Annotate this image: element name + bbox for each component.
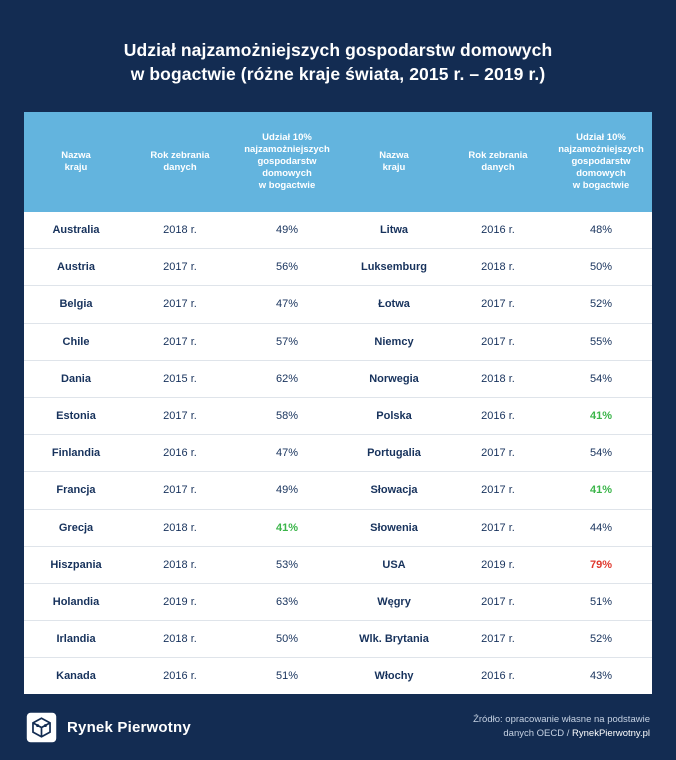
column-header-share-right: Udział 10% najzamożniejszych gospodarstw domowych w bogactwie <box>550 112 652 212</box>
cell-share-left: 47% <box>232 286 342 323</box>
cell-year-right: 2016 r. <box>481 670 515 683</box>
cell-year-right: 2017 r. <box>446 621 550 658</box>
cell-share-right: 54% <box>550 360 652 397</box>
table-row <box>24 435 652 472</box>
cell-country-left: Chile <box>24 323 128 360</box>
page-title <box>24 0 652 112</box>
cell-country-right: Wlk. Brytania <box>342 621 446 658</box>
cell-country-right: Polska <box>342 397 446 434</box>
cell-country-right: Luksemburg <box>342 249 446 286</box>
source-line-1: Źródło: opracowanie własne na podstawie <box>473 714 650 726</box>
table-body <box>24 212 652 694</box>
column-header-year-right: Rok zebrania danych <box>446 112 550 212</box>
cell-share-left: 53% <box>232 546 342 583</box>
cell-share-right: 79% <box>550 546 652 583</box>
cell-country-right: Portugalia <box>342 435 446 472</box>
table-row <box>24 212 652 249</box>
column-header-country-left: Nazwa kraju <box>24 112 128 212</box>
cell-share-left: 58% <box>232 397 342 434</box>
table-row <box>24 360 652 397</box>
brand-logo-group <box>26 712 191 743</box>
cell-country-left: Hiszpania <box>24 546 128 583</box>
cell-year-right: 2017 r. <box>446 435 550 472</box>
cell-year-right: 2018 r. <box>446 249 550 286</box>
cell-country-left: Irlandia <box>24 621 128 658</box>
wealth-share-table <box>24 112 652 694</box>
table-row <box>24 546 652 583</box>
cell-country-left: Grecja <box>24 509 128 546</box>
cell-year-left: 2017 r. <box>128 323 232 360</box>
cell-share-right: 52% <box>550 286 652 323</box>
table-header-row <box>24 112 652 212</box>
source-note <box>473 713 650 741</box>
cell-country-right: Norwegia <box>342 360 446 397</box>
cell-year-right: 2016 r. <box>446 212 550 249</box>
cell-year-left: 2017 r. <box>128 249 232 286</box>
cube-logo-icon <box>26 712 57 743</box>
cell-country-right: Słowenia <box>342 509 446 546</box>
cell-country-right: Litwa <box>342 212 446 249</box>
column-header-country-right: Nazwa kraju <box>342 112 446 212</box>
cell-year-right: 2017 r. <box>446 286 550 323</box>
cell-share-right: 44% <box>550 509 652 546</box>
title-line-2: w bogactwie (różne kraje świata, 2015 r. – 2019 r.) <box>130 64 546 84</box>
table-row <box>24 583 652 620</box>
column-header-share-left: Udział 10% najzamożniejszych gospodarstw domowych w bogactwie <box>232 112 342 212</box>
cell-year-left: 2018 r. <box>128 546 232 583</box>
cell-year-left: 2015 r. <box>128 360 232 397</box>
footer <box>24 694 652 760</box>
cell-country-left: Austria <box>24 249 128 286</box>
cell-year-left: 2018 r. <box>128 509 232 546</box>
cell-year-left: 2019 r. <box>128 583 232 620</box>
cell-share-left: 56% <box>232 249 342 286</box>
cell-year-left: 2016 r. <box>128 435 232 472</box>
cell-share-left: 57% <box>232 323 342 360</box>
cell-share-right: 52% <box>550 621 652 658</box>
cell-year-left: 2017 r. <box>128 472 232 509</box>
cell-country-left: Dania <box>24 360 128 397</box>
cell-year-left: 2018 r. <box>128 621 232 658</box>
cell-country-left: Holandia <box>24 583 128 620</box>
cell-year-right: 2017 r. <box>446 583 550 620</box>
cell-share-left: 63% <box>232 583 342 620</box>
cell-year-right: 2017 r. <box>446 323 550 360</box>
cell-share-left: 62% <box>232 360 342 397</box>
cell-year-left: 2018 r. <box>128 212 232 249</box>
table-row <box>24 323 652 360</box>
cell-country-left: Australia <box>24 212 128 249</box>
cell-country-right: Słowacja <box>342 472 446 509</box>
data-table-container <box>24 112 652 694</box>
cell-share-right: 41% <box>550 472 652 509</box>
cell-share-left: 51% <box>275 670 299 683</box>
cell-year-right: 2017 r. <box>446 509 550 546</box>
table-header <box>24 112 652 212</box>
title-line-1: Udział najzamożniejszych gospodarstw domowych <box>123 40 553 60</box>
cell-share-left: 47% <box>232 435 342 472</box>
cell-country-left: Kanada <box>56 670 96 683</box>
cell-share-left: 50% <box>232 621 342 658</box>
cell-country-left: Francja <box>24 472 128 509</box>
cell-country-left: Estonia <box>24 397 128 434</box>
cell-year-right: 2018 r. <box>446 360 550 397</box>
cell-share-right: 41% <box>550 397 652 434</box>
table-row <box>24 621 652 658</box>
cell-country-right: Węgry <box>342 583 446 620</box>
cell-share-right: 48% <box>550 212 652 249</box>
source-line-2 <box>473 727 650 741</box>
table-row <box>24 472 652 509</box>
cell-share-right: 51% <box>550 583 652 620</box>
cell-year-right: 2017 r. <box>446 472 550 509</box>
cell-year-left: 2016 r. <box>163 670 197 683</box>
cell-share-left: 49% <box>232 212 342 249</box>
cell-country-right: Łotwa <box>342 286 446 323</box>
cell-share-right: 50% <box>550 249 652 286</box>
cell-year-right: 2016 r. <box>446 397 550 434</box>
cell-year-left: 2017 r. <box>128 397 232 434</box>
column-header-year-left: Rok zebrania danych <box>128 112 232 212</box>
table-row <box>24 286 652 323</box>
table-row <box>24 397 652 434</box>
cell-country-left: Finlandia <box>24 435 128 472</box>
table-row <box>24 509 652 546</box>
cell-share-left: 41% <box>232 509 342 546</box>
cell-share-right: 55% <box>550 323 652 360</box>
source-site-link[interactable]: RynekPierwotny.pl <box>572 728 650 740</box>
cell-share-right: 54% <box>550 435 652 472</box>
table-row <box>24 249 652 286</box>
cell-year-right: 2019 r. <box>446 546 550 583</box>
cell-year-left: 2017 r. <box>128 286 232 323</box>
cell-country-left: Belgia <box>24 286 128 323</box>
cell-share-left: 49% <box>232 472 342 509</box>
cell-country-right: USA <box>342 546 446 583</box>
cell-country-right: Włochy <box>374 670 414 683</box>
source-line-2-plain: danych OECD / <box>503 728 573 740</box>
table-row <box>24 658 652 695</box>
brand-name: Rynek Pierwotny <box>67 718 191 736</box>
cell-country-right: Niemcy <box>342 323 446 360</box>
cell-share-right: 43% <box>589 670 613 683</box>
